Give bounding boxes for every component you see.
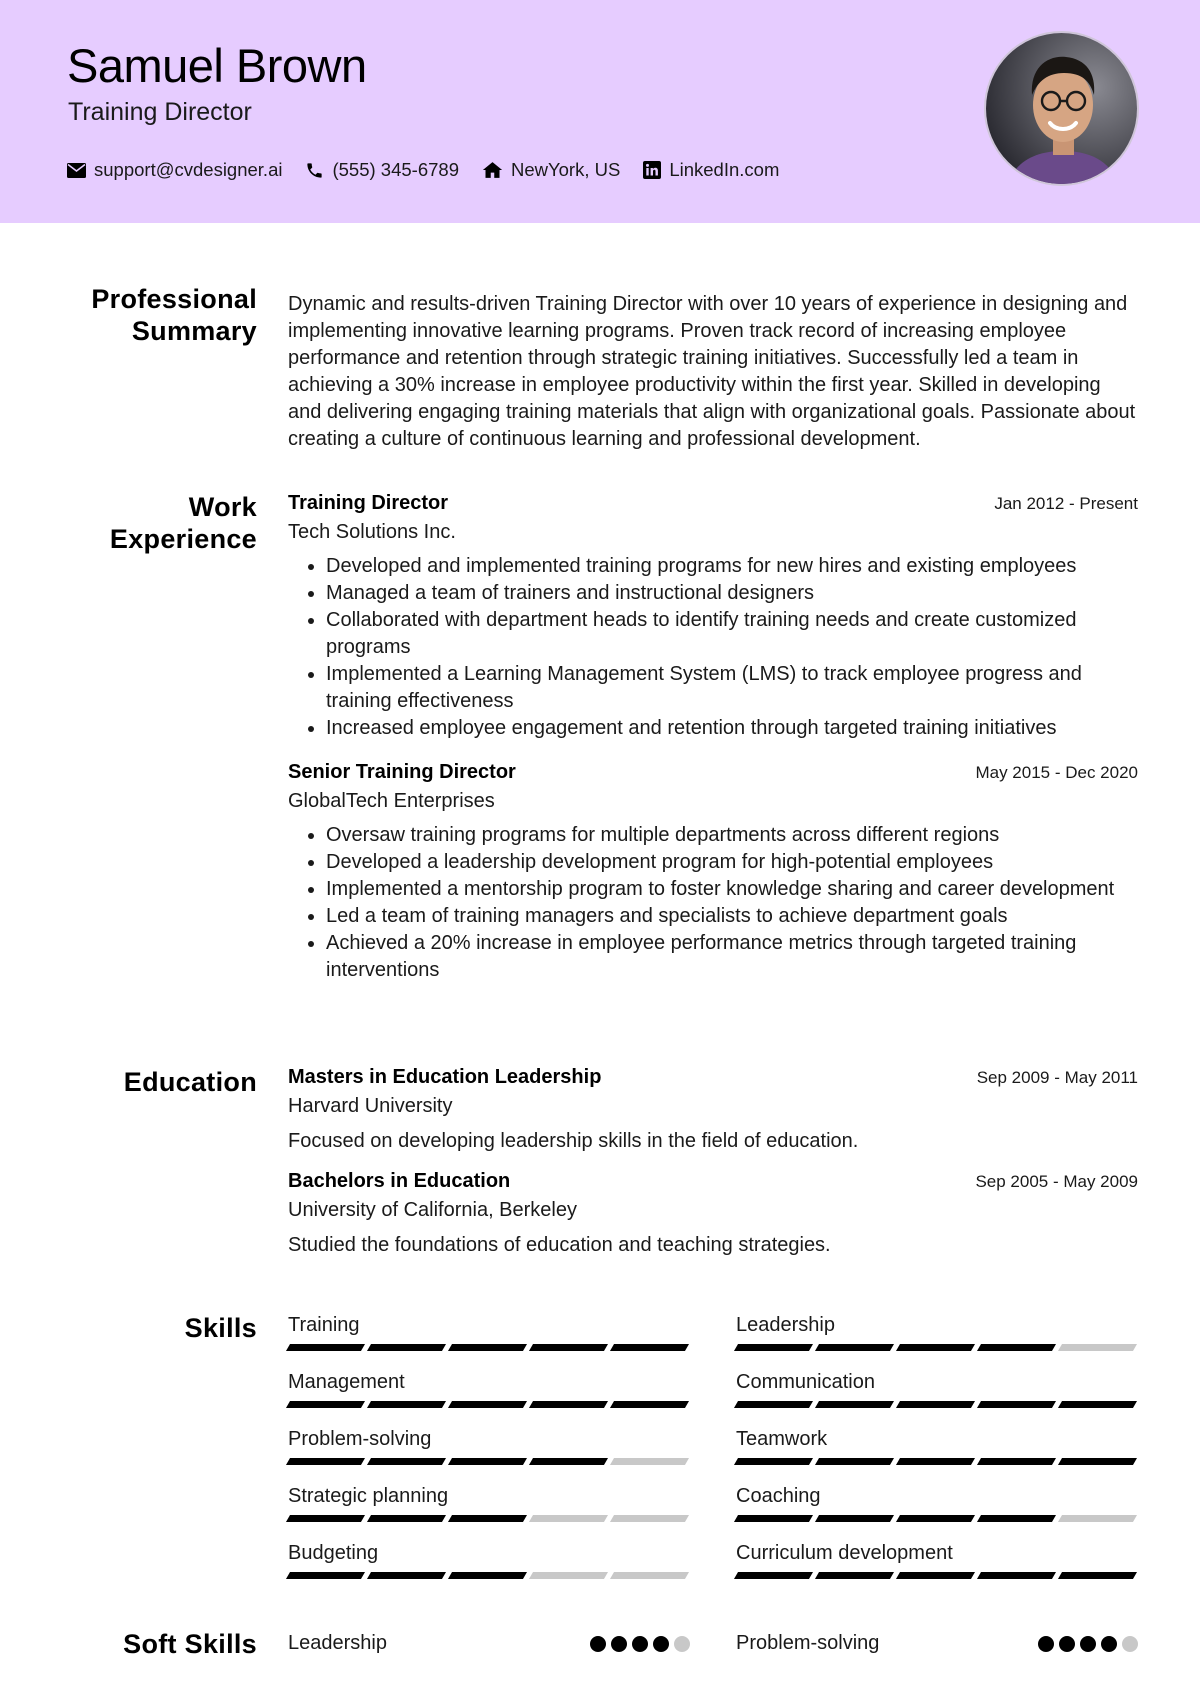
skill-level-segment [448,1401,527,1408]
skill-name: Communication [736,1371,875,1393]
skill-name: Strategic planning [288,1485,449,1507]
skill-name: Problem-solving [288,1428,432,1450]
job-title: Training Director [288,492,449,514]
skill-level-segment [529,1344,608,1351]
skill-level-segment [286,1515,365,1522]
summary-text: Dynamic and results-driven Training Director with over 10 years of experience in designing and implementing innovative learning programs. Proven track record of increasing employee performance and retention through strategic training initiatives. Successfully led a team in achieving a 30% increase in employee productivity within the first year. Skilled in developing and delivering engaging training materials that align with organizational goals. Passionate about creating a culture of continuous learning and professional development. [288,293,1136,450]
skill-level-bar [288,1344,690,1351]
skill-item [288,1540,690,1579]
skill-level-segment [734,1572,813,1579]
skill-level-segment [529,1401,608,1408]
skill-level-segment [367,1344,446,1351]
phone-text: (555) 345-6789 [332,159,459,180]
job-title: Senior Training Director [288,761,516,783]
rating-dot [1038,1636,1054,1652]
list-item: • Increased employee engagement and retention through targeted training initiatives [326,715,1138,742]
rating-dot [653,1636,669,1652]
rating-dot [1101,1636,1117,1652]
skill-level-segment [286,1458,365,1465]
skill-level-segment [977,1344,1056,1351]
skill-level-bar [288,1401,690,1408]
rating-dot [632,1636,648,1652]
header-banner [0,0,1200,223]
soft-skill-item [736,1630,1138,1660]
contact-location [482,159,620,181]
candidate-name: Samuel Brown [67,39,367,92]
skill-level-bar [736,1344,1138,1351]
education-dates: Sep 2005 - May 2009 [975,1172,1138,1191]
soft-skill-name: Leadership [288,1632,387,1654]
skill-level-segment [286,1572,365,1579]
skill-level-bar [736,1458,1138,1465]
job-entry [288,761,1138,984]
skills-heading: Skills [184,1313,257,1343]
list-item: • Developed a leadership development program for high-potential employees [326,849,1138,876]
summary-heading [0,283,257,347]
soft-skills-grid [288,1630,1138,1680]
soft-skill-rating [1038,1636,1138,1652]
skill-name: Budgeting [288,1542,379,1564]
contact-email[interactable] [67,159,282,181]
experience-heading-line2: Experience [109,524,257,554]
linkedin-icon [643,161,661,179]
job-dates: Jan 2012 - Present [994,494,1138,513]
linkedin-text: LinkedIn.com [669,159,780,180]
rating-dot [1080,1636,1096,1652]
skill-level-segment [1058,1344,1137,1351]
rating-dot [611,1636,627,1652]
rating-dot [674,1636,690,1652]
home-icon [482,161,503,179]
skill-level-segment [610,1515,689,1522]
skill-name: Management [288,1371,405,1393]
skill-name: Curriculum development [736,1542,953,1564]
skill-level-segment [815,1401,894,1408]
skill-level-segment [896,1401,975,1408]
skill-item [288,1312,690,1351]
education-entry [288,1066,1138,1155]
skill-level-segment [815,1458,894,1465]
job-bullets [326,553,1138,742]
skill-level-bar [736,1572,1138,1579]
phone-icon [305,161,324,180]
skill-level-segment [529,1572,608,1579]
skill-name: Leadership [736,1314,835,1336]
skill-item [736,1483,1138,1522]
skill-level-bar [288,1458,690,1465]
skill-level-segment [367,1572,446,1579]
rating-dot [590,1636,606,1652]
skill-name: Training [288,1314,360,1336]
skill-level-segment [448,1344,527,1351]
skill-level-segment [1058,1458,1137,1465]
experience-heading [0,491,257,555]
skill-item [736,1540,1138,1579]
skill-level-segment [610,1458,689,1465]
skill-level-segment [734,1401,813,1408]
location-text: NewYork, US [510,159,621,180]
skill-name: Coaching [736,1485,821,1507]
skill-level-segment [448,1572,527,1579]
skill-item [736,1426,1138,1465]
job-dates: May 2015 - Dec 2020 [975,763,1138,782]
summary-heading-line2: Summary [131,316,257,346]
experience-heading-line1: Work [188,492,257,522]
skill-level-segment [610,1344,689,1351]
skill-item [736,1312,1138,1351]
skill-level-segment [977,1458,1056,1465]
skill-level-segment [529,1458,608,1465]
envelope-icon [67,163,86,178]
skill-level-bar [288,1572,690,1579]
skill-level-segment [977,1401,1056,1408]
list-item: • Implemented a mentorship program to foster knowledge sharing and career development [326,876,1138,903]
education-description: Focused on developing leadership skills in the field of education. [288,1130,859,1152]
school-name: Harvard University [288,1095,453,1117]
rating-dot [1059,1636,1075,1652]
skill-level-segment [896,1344,975,1351]
skill-item [288,1483,690,1522]
skill-level-segment [610,1572,689,1579]
education-dates: Sep 2009 - May 2011 [976,1068,1138,1087]
skill-level-bar [288,1515,690,1522]
skill-level-bar [736,1401,1138,1408]
list-item: • Implemented a Learning Management System (LMS) to track employee progress and training effectiveness [326,661,1138,715]
skill-level-segment [448,1458,527,1465]
job-entry [288,492,1138,742]
skill-level-segment [896,1458,975,1465]
email-text: support@cvdesigner.ai [94,159,283,180]
job-bullets [326,822,1138,984]
list-item: • Oversaw training programs for multiple departments across different regions [326,822,1138,849]
skill-level-segment [367,1458,446,1465]
rating-dot [1122,1636,1138,1652]
list-item: • Led a team of training managers and specialists to achieve department goals [326,903,1138,930]
profile-photo [984,31,1139,186]
skill-item [288,1426,690,1465]
skill-level-segment [896,1515,975,1522]
list-item: • Achieved a 20% increase in employee performance metrics through targeted training interventions [326,930,1138,984]
degree-title: Masters in Education Leadership [288,1066,602,1088]
skills-grid [288,1312,1138,1592]
skill-level-segment [977,1572,1056,1579]
education-description: Studied the foundations of education and teaching strategies. [288,1234,831,1256]
contact-linkedin[interactable] [643,159,779,181]
job-company: Tech Solutions Inc. [288,521,456,543]
skill-level-segment [815,1572,894,1579]
skill-level-segment [734,1344,813,1351]
skill-level-segment [367,1401,446,1408]
contact-row [67,158,802,182]
list-item: • Managed a team of trainers and instructional designers [326,580,1138,607]
skill-level-segment [448,1515,527,1522]
skill-item [288,1369,690,1408]
skill-level-segment [1058,1572,1137,1579]
skill-level-segment [734,1458,813,1465]
skill-level-segment [815,1515,894,1522]
list-item: • Collaborated with department heads to identify training needs and create customized programs [326,607,1138,661]
skill-level-segment [734,1515,813,1522]
soft-skill-rating [590,1636,690,1652]
skill-item [736,1369,1138,1408]
skill-level-segment [815,1344,894,1351]
summary-heading-line1: Professional [91,284,257,314]
degree-title: Bachelors in Education [288,1170,511,1192]
soft-skill-item [288,1630,690,1660]
skill-level-segment [1058,1401,1137,1408]
school-name: University of California, Berkeley [288,1199,577,1221]
skill-level-segment [977,1515,1056,1522]
skill-level-segment [286,1401,365,1408]
skill-level-bar [736,1515,1138,1522]
education-entry [288,1170,1138,1259]
skill-level-segment [529,1515,608,1522]
skill-level-segment [367,1515,446,1522]
skill-level-segment [896,1572,975,1579]
skill-name: Teamwork [736,1428,828,1450]
list-item: • Developed and implemented training programs for new hires and existing employees [326,553,1138,580]
contact-phone[interactable] [305,159,459,181]
education-heading: Education [123,1067,257,1097]
skill-level-segment [286,1344,365,1351]
soft-skills-heading: Soft Skills [123,1629,257,1659]
candidate-title: Training Director [68,98,252,126]
skill-level-segment [1058,1515,1137,1522]
skill-level-segment [610,1401,689,1408]
soft-skill-name: Problem-solving [736,1632,880,1654]
job-company: GlobalTech Enterprises [288,790,495,812]
